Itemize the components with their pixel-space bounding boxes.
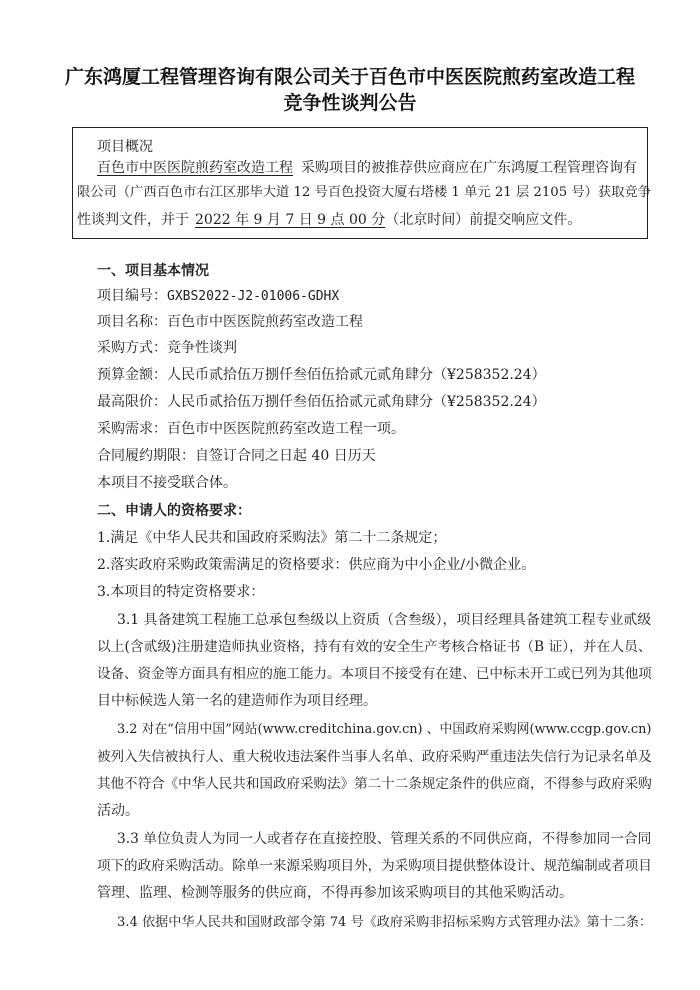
requirement-1: 1.满足《中华人民共和国政府采购法》第二十二条规定； [97,530,447,546]
project-number-label: 项目编号： [97,288,167,304]
req-3-3-line: 3.3 单位负责人为同一人或者存在直接控股、管理关系的不同供应商，不得参加同一合同 [117,831,652,847]
procurement-method-row [97,339,237,357]
budget-label: 预算金额： [97,367,167,383]
budget-row [97,366,546,384]
overview-text-3a: 性谈判文件，并于 [77,212,189,228]
overview-project-name: 百色市中医医院煎药室改造工程 [97,160,293,176]
procurement-method-value: 竞争性谈判 [167,340,237,356]
contract-period-row [97,447,376,465]
requirement-3: 3.本项目的特定资格要求： [97,584,265,600]
procurement-method-label: 采购方式： [97,340,167,356]
req-3-1-line: 目中标候选人第一名的建造师作为项目经理。 [97,693,377,709]
overview-line-2: 限公司（广西百色市右江区那毕大道 12 号百色投资大厦右塔楼 1 单元 21 层 2105 号）获取竞争 [77,185,651,200]
demand-label: 采购需求： [97,421,167,437]
overview-text-1: 采购项目的被推荐供应商应在广东鸿厦工程管理咨询有 [301,160,637,176]
budget-value: 人民币贰拾伍万捌仟叁佰伍拾贰元贰角肆分（¥258352.24） [167,367,546,383]
req-3-1-line: 3.1 具备建筑工程施工总承包叁级以上资质（含叁级），项目经理具备建筑工程专业贰级 [117,612,652,628]
requirement-2: 2.落实政府采购政策需满足的资格要求：供应商为中小企业/小微企业。 [97,557,536,573]
project-name-label: 项目名称： [97,314,167,330]
overview-text-3b: （北京时间）前提交响应文件。 [385,212,582,228]
project-name-row [97,313,363,331]
max-price-row [97,393,546,411]
contract-period-label: 合同履约期限： [97,448,195,464]
req-3-2-line: 其他不符合《中华人民共和国政府采购法》第二十二条规定条件的供应商，不得参与政府采购 [97,776,652,792]
demand-row [97,420,405,438]
section-1-heading: 一、项目基本情况 [97,263,209,279]
req-3-2-line: 活动。 [97,803,139,819]
demand-value: 百色市中医医院煎药室改造工程一项。 [167,421,405,437]
project-name-value: 百色市中医医院煎药室改造工程 [167,314,363,330]
overview-line-1 [97,159,645,177]
req-3-1-line: 以上(含贰级)注册建造师执业资格，持有有效的安全生产考核合格证书（B 证），并在人员、 [97,639,652,655]
overview-heading: 项目概况 [97,139,153,155]
contract-period-value: 自签订合同之日起 40 日历天 [195,448,376,464]
submission-deadline: 2022 年 9 月 7 日 9 点 00 分 [195,212,386,228]
consortium-note: 本项目不接受联合体。 [97,475,237,491]
req-3-1-line: 设备、资金等方面具有相应的施工能力。本项目不接受有在建、已中标未开工或已列为其他项 [97,666,652,682]
section-2-heading: 二、申请人的资格要求： [97,503,251,519]
max-price-value: 人民币贰拾伍万捌仟叁佰伍拾贰元贰角肆分（¥258352.24） [167,394,546,410]
req-3-2-line: 3.2 对在“信用中国”网站(www.creditchina.gov.cn) 、中国政府采购网(www.ccgp.gov.cn) [117,722,652,737]
req-3-3-line: 管理、监理、检测等服务的供应商，不得再参加该采购项目的其他采购活动。 [97,885,573,901]
notice-title-line-1: 广东鸿厦工程管理咨询有限公司关于百色市中医医院煎药室改造工程 [64,66,635,88]
req-3-2-line: 被列入失信被执行人、重大税收违法案件当事人名单、政府采购严重违法失信行为记录名单及 [97,749,652,765]
project-number-row [97,287,339,306]
req-3-3-line: 项下的政府采购活动。除单一来源采购项目外，为采购项目提供整体设计、规范编制或者项目 [97,858,652,874]
project-number-value: GXBS2022-J2-01006-GDHX [167,289,340,304]
notice-title-line-2: 竞争性谈判公告 [283,92,417,114]
overview-line-3 [77,211,581,229]
max-price-label: 最高限价： [97,394,167,410]
req-3-4-line: 3.4 依据中华人民共和国财政部令第 74 号《政府采购非招标采购方式管理办法》第十二条： [117,915,653,930]
